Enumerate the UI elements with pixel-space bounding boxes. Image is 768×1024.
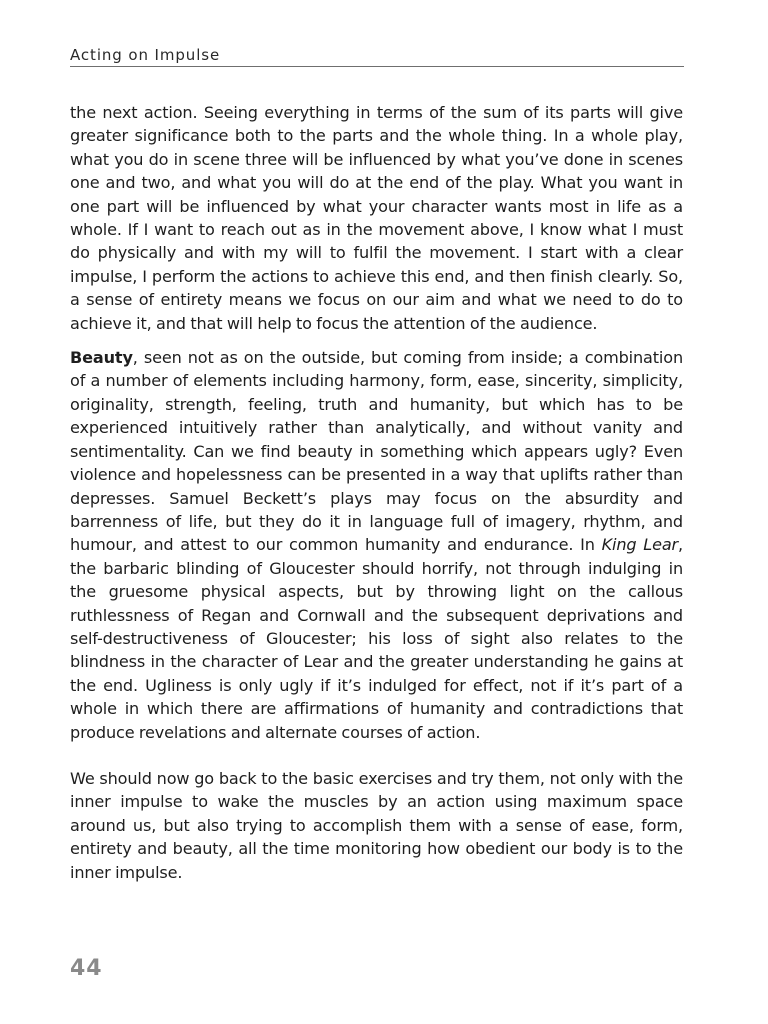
- paragraph-beauty-text-1: , seen not as on the outside, but coming from inside; a combination of a number of elements including harmony, form, ease, sincerity, simplicity, originality, strength, feeling, truth and humanity, but which has to be experienced intuitively rather than analytically, and without vanity and sentimentality. Can we find beauty in something which appears ugly? Even violence and hopelessness can be presented in a way that uplifts rather than depresses. Samuel Beckett’s plays may focus on the absurdity and barrenness of life, but they do it in language full of imagery, rhythm, and humour, and attest to our common humanity and endurance. In: [70, 348, 683, 555]
- running-head: Acting on Impulse: [70, 44, 684, 67]
- page-number: 44: [70, 956, 103, 981]
- play-title-king-lear: King Lear: [601, 535, 679, 555]
- paragraph-exercises: We should now go back to the basic exercises and try them, not only with the inner impulse to wake the muscles by an action using maximum space around us, but also trying to accomplish them with a sense of ease, form, entirety and beauty, all the time monitoring how obedient our body is to the inner impulse.: [70, 768, 683, 882]
- body-text: [70, 101, 683, 884]
- paragraph-beauty: [70, 346, 683, 744]
- paragraph-entirety: the next action. Seeing everything in terms of the sum of its parts will give greater significance both to the parts and the whole thing. In a whole play, what you do in scene three will be influenced by what you’ve done in scenes one and two, and what you will do at the end of the play. What you want in one part will be influenced by what your character wants most in life as a whole. If I want to reach out as in the movement above, I know what I must do physically and with my will to fulfil the movement. I start with a clear impulse, I perform the actions to achieve this end, and then finish clearly. So, a sense of entirety means we focus on our aim and what we need to do to achieve it, and that will help to focus the attention of the audience.: [70, 103, 683, 333]
- paragraph-beauty-text-2: , the barbaric blinding of Gloucester should horrify, not through indulging in the gruesome physical aspects, but by throwing light on the callous ruthlessness of Regan and Cornwall and the subsequent deprivations and self-destructiveness of Gloucester; his loss of sight also relates to the blindness in the character of Lear and the greater understanding he gains at the end. Ugliness is only ugly if it’s indulged for effect, not if it’s part of a whole in which there are affirmations of humanity and contradictions that produce revelations and alternate courses of action.: [70, 535, 683, 742]
- term-beauty: Beauty: [70, 348, 133, 368]
